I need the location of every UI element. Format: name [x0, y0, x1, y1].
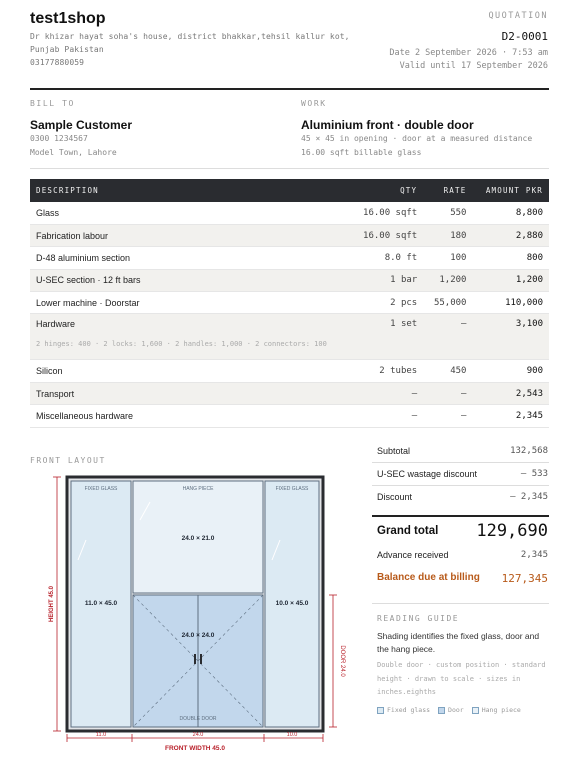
legend-fixed-glass	[377, 706, 430, 714]
row-description	[30, 314, 350, 360]
customer-name: Sample Customer	[30, 118, 133, 132]
discount-label: Discount	[377, 492, 413, 502]
customer-phone: 0300 1234567	[30, 134, 88, 143]
door-height-label: DOOR 24.0	[339, 645, 345, 677]
table-row	[30, 360, 549, 382]
totals-divider	[372, 485, 549, 486]
row-amount: 800	[472, 247, 549, 269]
column-description: DESCRIPTION	[36, 186, 99, 195]
wastage-discount-label: U-SEC wastage discount	[377, 469, 478, 479]
row-rate: –	[423, 314, 472, 360]
work-label: WORK	[301, 99, 327, 108]
table-row	[30, 314, 549, 360]
subtotal-value: 132,568	[510, 446, 548, 456]
line-items-table	[30, 179, 549, 428]
bottom-left-width: 11.0	[95, 732, 107, 738]
bottom-mid-width: 24.0	[192, 732, 204, 738]
subtotal-label: Subtotal	[377, 446, 411, 456]
row-description-text: Hardware	[36, 319, 76, 330]
row-rate: 450	[423, 360, 472, 382]
header-divider	[30, 88, 549, 90]
row-qty: 16.00 sqft	[350, 202, 423, 224]
row-amount: 8,800	[472, 202, 549, 224]
row-description: Glass	[30, 202, 350, 224]
table-row	[30, 382, 549, 404]
table-row	[30, 247, 549, 269]
row-qty: 1 bar	[350, 269, 423, 291]
grand-total-divider	[372, 515, 549, 517]
row-qty: 8.0 ft	[350, 247, 423, 269]
bottom-right-width: 10.0	[286, 732, 298, 738]
work-billable-glass: 16.00 sqft billable glass	[301, 148, 422, 157]
hang-piece-swatch	[472, 707, 479, 714]
bill-to-label: BILL TO	[30, 99, 75, 108]
hardware-breakdown-note: 2 hinges: 400 · 2 locks: 1,600 · 2 handles: 1,000 · 2 connectors: 100	[36, 340, 327, 349]
shop-address-line-2: Punjab Pakistan	[30, 45, 104, 54]
fixed-left-label: FIXED GLASS	[84, 486, 118, 492]
document-type: QUOTATION	[488, 11, 548, 21]
door-size: 24.0 × 24.0	[181, 632, 215, 639]
legend-hang-piece	[472, 706, 521, 714]
legend-door-label: Door	[448, 706, 464, 714]
column-qty: QTY	[400, 186, 418, 195]
row-amount: 2,345	[472, 405, 549, 427]
row-qty: 2 tubes	[350, 360, 423, 382]
row-rate: 1,200	[423, 269, 472, 291]
row-qty: –	[350, 405, 423, 427]
grand-total-label: Grand total	[377, 525, 439, 537]
table-row	[30, 405, 549, 427]
shop-name: test1shop	[30, 10, 106, 27]
fixed-glass-swatch	[377, 707, 384, 714]
shop-phone: 03177880059	[30, 58, 85, 67]
door-handle-right	[200, 654, 202, 664]
row-rate: 180	[423, 224, 472, 246]
balance-due-label: Balance due at billing	[377, 572, 480, 583]
table-row	[30, 292, 549, 314]
row-qty: 16.00 sqft	[350, 224, 423, 246]
table-row	[30, 224, 549, 246]
document-valid-until: Valid until 17 September 2026	[399, 61, 548, 71]
row-amount: 2,543	[472, 382, 549, 404]
legend-hang-label: Hang piece	[481, 706, 521, 714]
row-description: Lower machine · Doorstar	[30, 292, 350, 314]
row-description: U-SEC section · 12 ft bars	[30, 269, 350, 291]
work-opening: 45 × 45 in opening · door at a measured distance	[301, 134, 533, 143]
reading-guide-notes: Double door · custom position · standard height · drawn to scale · sizes in inches.eighths	[377, 661, 546, 696]
fixed-right-label: FIXED GLASS	[275, 486, 309, 492]
row-rate: 550	[423, 202, 472, 224]
row-rate: 55,000	[423, 292, 472, 314]
front-width-label: FRONT WIDTH 45.0	[165, 745, 225, 752]
row-rate: –	[423, 382, 472, 404]
row-description: Transport	[30, 382, 350, 404]
advance-label: Advance received	[377, 550, 449, 560]
table-header-row	[30, 179, 549, 202]
shop-address-line-1: Dr khizar hayat soha's house, district bhakkar,tehsil kallur kot,	[30, 32, 350, 41]
row-amount: 3,100	[472, 314, 549, 360]
front-layout-drawing	[40, 470, 360, 760]
wastage-discount-value: – 533	[520, 469, 548, 479]
door-handle-left	[194, 654, 196, 664]
hang-piece-label: HANG PIECE	[182, 486, 214, 492]
reading-guide-text: Shading identifies the fixed glass, door and the hang piece.	[377, 631, 540, 654]
row-description: Silicon	[30, 360, 350, 382]
totals-divider	[372, 462, 549, 463]
fixed-right-size: 10.0 × 45.0	[275, 600, 309, 607]
row-description: Miscellaneous hardware	[30, 405, 350, 427]
document-number: D2-0001	[501, 30, 548, 43]
legend-fixed-label: Fixed glass	[387, 706, 431, 714]
guide-divider	[372, 603, 549, 604]
row-description: Fabrication labour	[30, 224, 350, 246]
document-date: Date 2 September 2026 · 7:53 am	[389, 48, 548, 58]
discount-value: – 2,345	[510, 492, 548, 502]
hang-piece-size: 24.0 × 21.0	[181, 535, 215, 542]
fixed-left-size: 11.0 × 45.0	[84, 600, 118, 607]
table-row	[30, 269, 549, 291]
legend	[377, 706, 521, 714]
height-label: HEIGHT 45.0	[49, 585, 55, 623]
row-rate: –	[423, 405, 472, 427]
grand-total-value: 129,690	[476, 521, 548, 541]
balance-due-value: 127,345	[501, 572, 548, 585]
row-amount: 2,880	[472, 224, 549, 246]
row-qty: 2 pcs	[350, 292, 423, 314]
row-qty: 1 set	[350, 314, 423, 360]
column-rate: RATE	[443, 186, 467, 195]
table-row	[30, 202, 549, 224]
column-amount: AMOUNT PKR	[485, 186, 543, 195]
row-description: D-48 aluminium section	[30, 247, 350, 269]
work-title: Aluminium front · double door	[301, 118, 474, 132]
front-layout-label: FRONT LAYOUT	[30, 456, 106, 465]
reading-guide-title: READING GUIDE	[377, 614, 460, 623]
row-amount: 1,200	[472, 269, 549, 291]
row-amount: 900	[472, 360, 549, 382]
customer-address: Model Town, Lahore	[30, 148, 117, 157]
row-amount: 110,000	[472, 292, 549, 314]
row-rate: 100	[423, 247, 472, 269]
legend-door	[438, 706, 464, 714]
advance-value: 2,345	[520, 550, 548, 560]
door-swatch	[438, 707, 445, 714]
row-qty: –	[350, 382, 423, 404]
double-door-label: DOUBLE DOOR	[179, 716, 217, 722]
parties-divider	[30, 168, 549, 169]
